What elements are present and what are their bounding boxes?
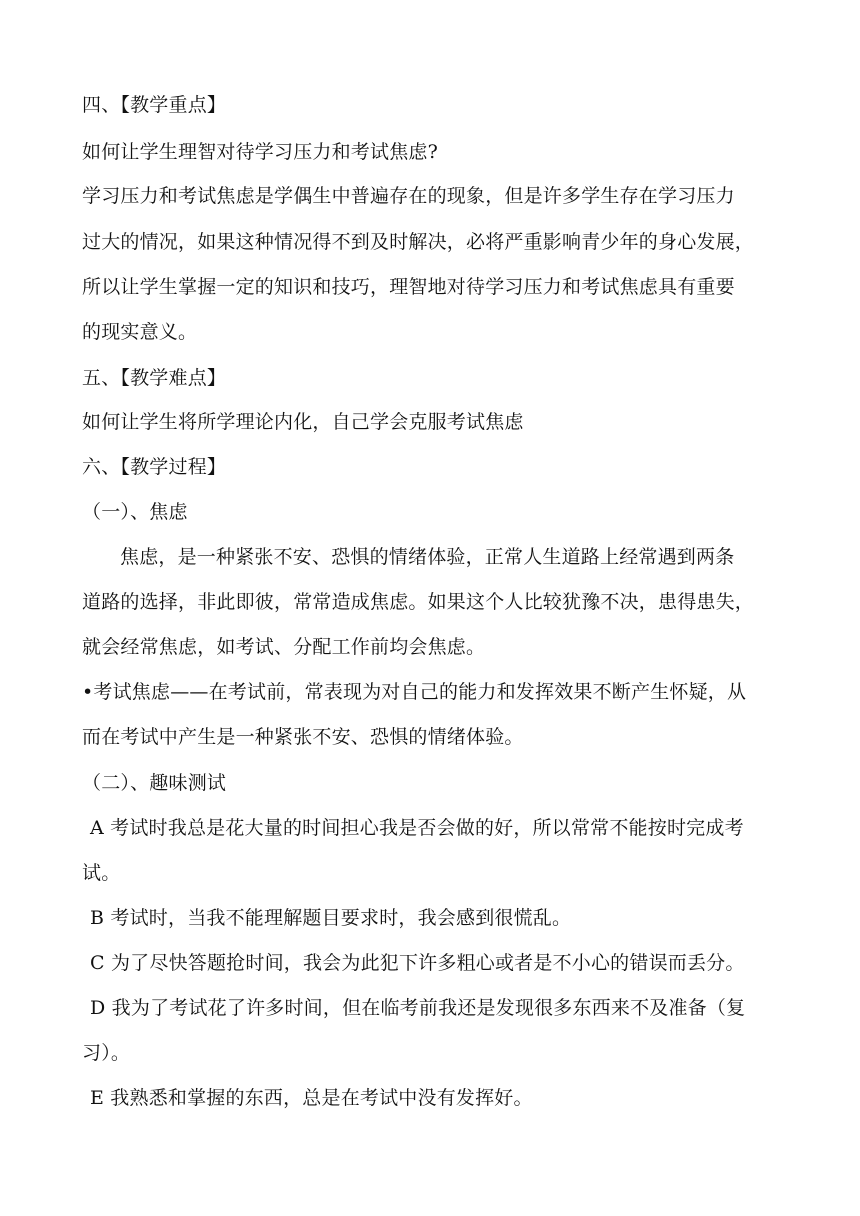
test-item-e: E 我熟悉和掌握的东西，总是在考试中没有发挥好。 xyxy=(90,1087,533,1109)
key-point-question: 如何让学生理智对待学习压力和考试焦虑? xyxy=(82,141,438,163)
paragraph-line: 就会经常焦虑，如考试、分配工作前均会焦虑。 xyxy=(82,636,486,658)
test-item-d: D 我为了考试花了许多时间，但在临考前我还是发现很多东西来不及准备（复 xyxy=(90,997,746,1019)
difficulty-text: 如何让学生将所学理论内化，自己学会克服考试焦虑 xyxy=(82,411,524,433)
test-item-d-continued: 习）。 xyxy=(82,1042,131,1064)
subsection-heading-test: （二）、趣味测试 xyxy=(82,772,227,794)
bullet-line: •考试焦虑——在考试前，常表现为对自己的能力和发挥效果不断产生怀疑，从 xyxy=(82,681,747,703)
test-item-c: C 为了尽快答题抢时间，我会为此犯下许多粗心或者是不小心的错误而丢分。 xyxy=(90,952,745,974)
paragraph-line: 学习压力和考试焦虑是学偶生中普遍存在的现象，但是许多学生存在学习压力 xyxy=(82,185,735,207)
section-heading-difficulties: 五、【教学难点】 xyxy=(82,367,227,389)
bullet-line: 而在考试中产生是一种紧张不安、恐惧的情绪体验。 xyxy=(82,726,524,748)
test-item-a-continued: 试。 xyxy=(82,862,121,884)
subsection-heading-anxiety: （一）、焦虑 xyxy=(82,501,188,523)
paragraph-line: 道路的选择，非此即彼，常常造成焦虑。如果这个人比较犹豫不决，患得患失， xyxy=(82,591,755,613)
paragraph-line: 所以让学生掌握一定的知识和技巧，理智地对待学习压力和考试焦虑具有重要 xyxy=(82,276,735,298)
paragraph-line: 焦虑，是一种紧张不安、恐惧的情绪体验，正常人生道路上经常遇到两条 xyxy=(120,546,735,568)
section-heading-process: 六、【教学过程】 xyxy=(82,456,227,478)
section-heading-key-points: 四、【教学重点】 xyxy=(82,94,227,116)
paragraph-line: 过大的情况，如果这种情况得不到及时解决，必将严重影响青少年的身心发展， xyxy=(82,231,755,253)
test-item-a: A 考试时我总是花大量的时间担心我是否会做的好，所以常常不能按时完成考 xyxy=(90,817,744,839)
test-item-b: B 考试时，当我不能理解题目要求时，我会感到很慌乱。 xyxy=(90,907,572,929)
paragraph-line: 的现实意义。 xyxy=(82,321,198,343)
